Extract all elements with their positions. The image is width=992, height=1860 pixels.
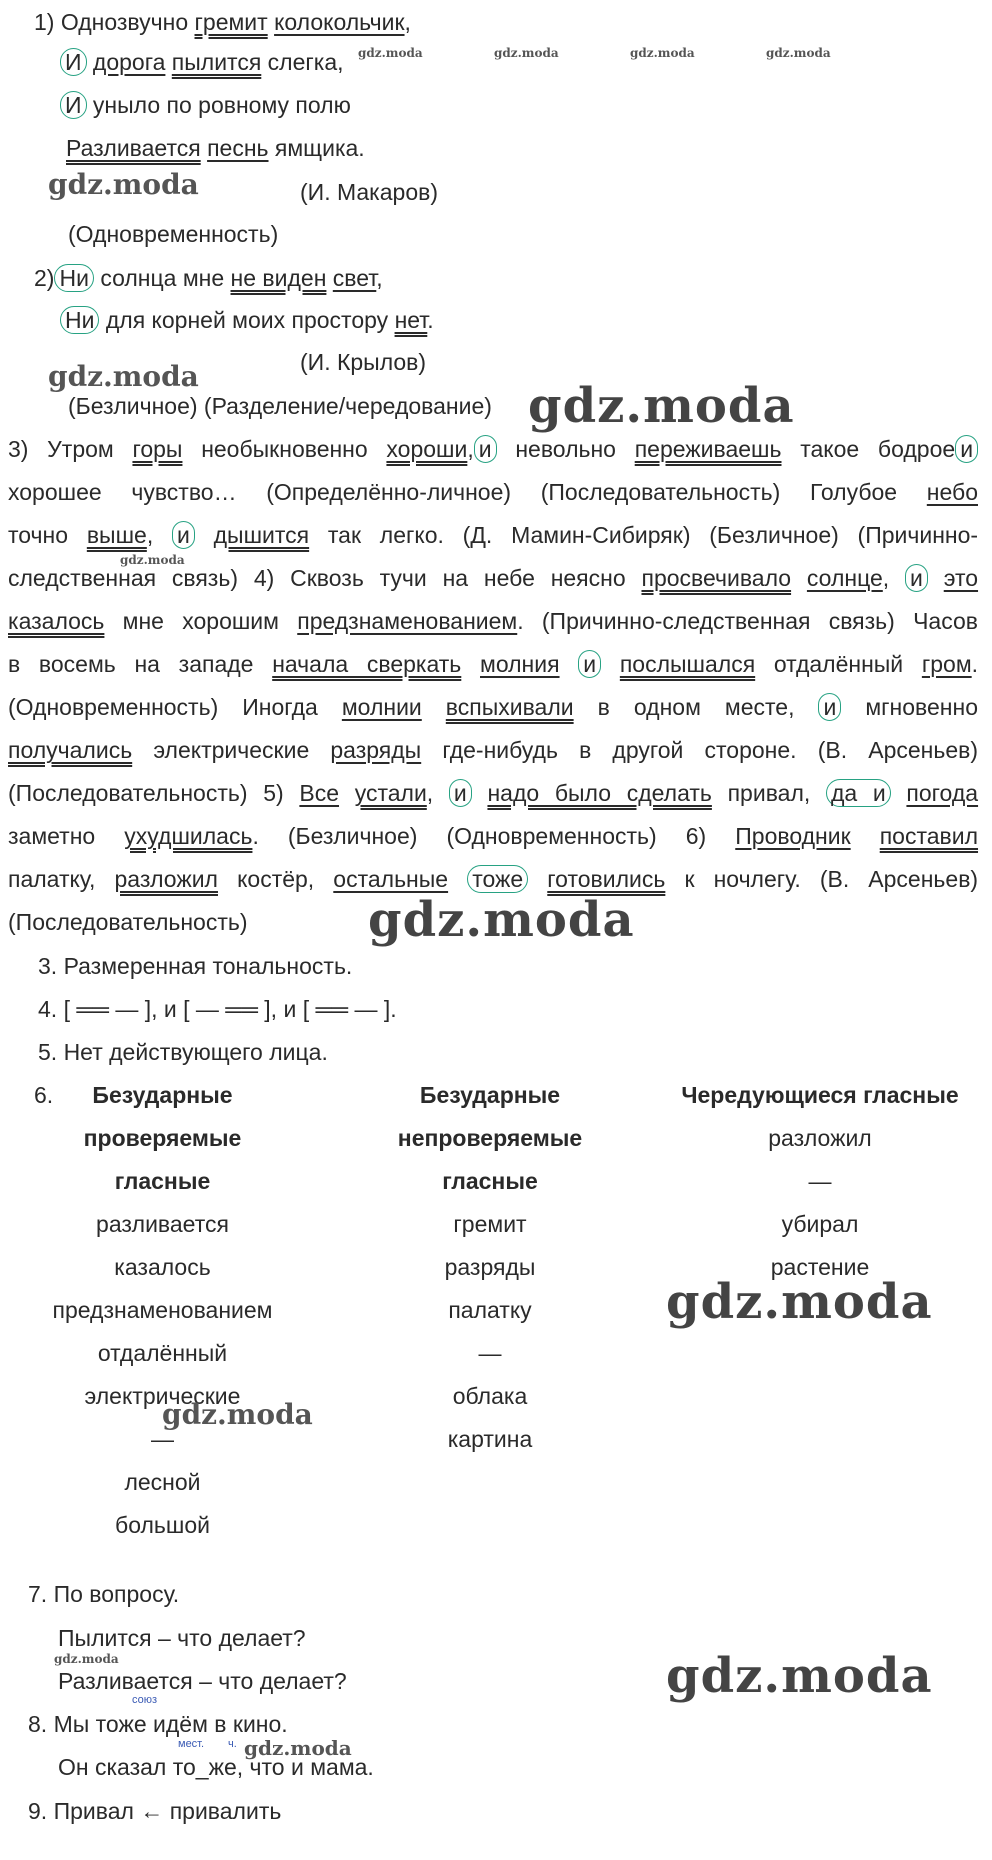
watermark-logo: gdz.moda (48, 168, 199, 201)
watermark-logo: gdz.moda (162, 1398, 313, 1431)
watermark-logo: gdz.moda (766, 46, 831, 60)
col3-item: убирал (781, 1211, 859, 1237)
s2-line1: 2) Ни солнца мне не виден свет, (34, 265, 383, 291)
col2-item: — (478, 1340, 502, 1366)
s1-author: (И. Макаров) (300, 179, 438, 205)
watermark-logo: gdz.moda (666, 1648, 933, 1704)
watermark-logo: gdz.moda (358, 46, 423, 60)
item-5: 5. Нет действующего лица. (38, 1039, 328, 1065)
item-8-note-pron: мест. (178, 1738, 205, 1750)
para-row-9: (Последовательность) 5) Все устали, и надо было сделать привал, да и погода (8, 780, 979, 806)
watermark-logo: gdz.moda (368, 892, 635, 948)
col1-item: предзнаменованием (52, 1297, 273, 1323)
s1-line2: И дорога пылится слегка, (60, 48, 344, 76)
s1-type: (Одновременность) (68, 221, 279, 247)
col2-head-3: гласные (442, 1168, 538, 1194)
item-8-note-conj: союз (132, 1694, 158, 1706)
left-arrow-icon: ← (140, 1798, 164, 1824)
item-8: 8. Мы тоже идём в кино. (28, 1711, 288, 1737)
col1-head-3: гласные (114, 1168, 211, 1194)
col2-item: облака (452, 1383, 528, 1409)
col1-head-1: Безударные (92, 1082, 233, 1108)
col1-item: казалось (114, 1254, 211, 1280)
para-row-1: 3) Утром горы необыкновенно хороши, и невольно переживаешь такое бодрое и (8, 435, 978, 463)
item-6-number: 6. (34, 1082, 54, 1108)
para-row-8: получались электрические разряды где-нибудь в другой стороне. (В. Арсеньев) (8, 737, 979, 763)
watermark-logo: gdz.moda (528, 378, 795, 434)
col1-item: разливается (96, 1211, 229, 1237)
col1-item: отдалённый (97, 1340, 228, 1366)
col1-item: большой (115, 1512, 210, 1538)
para-row-5: казалось мне хорошим предзнаменованием. (Причинно-следственная связь) Часов (8, 608, 978, 634)
item-8-note-part: ч. (228, 1738, 237, 1750)
s1-line4: Разливается песнь ямщика. (66, 135, 365, 161)
col3-item: разложил (768, 1125, 872, 1151)
table-col-unchecked (345, 1081, 635, 1468)
col2-item: картина (447, 1426, 533, 1452)
para-row-4: следственная связь) 4) Сквозь тучи на небе неясно просвечивало солнце, и это (8, 565, 979, 591)
s1-line3: И уныло по ровному полю (60, 91, 351, 119)
watermark-logo: gdz.moda (54, 1652, 119, 1666)
col1-item: лесной (124, 1469, 201, 1495)
col1-item: — (151, 1426, 174, 1452)
para-row-11: палатку, разложил костёр, остальные тоже готовились к ночлегу. (В. Арсеньев) (8, 866, 979, 892)
item-7-b: Разливается – что делает? (58, 1668, 347, 1694)
watermark-logo: gdz.moda (120, 553, 185, 567)
col3-item: растение (770, 1254, 870, 1280)
item-8-b: Он сказал то_же, что и мама. (58, 1754, 374, 1780)
item-4: 4. [ ══ — ], и [ — ══ ], и [ ══ — ]. (38, 996, 397, 1022)
watermark-logo: gdz.moda (666, 1274, 933, 1330)
col1-head-2: проверяемые (83, 1125, 242, 1151)
para-row-2: хорошее чувство… (Определённо-личное) (Последовательность) Голубое небо (8, 479, 978, 505)
table-col-checked (20, 1081, 305, 1554)
para-row-6: в восемь на западе начала сверкать молния и послышался отдалённый гром. (8, 651, 979, 677)
col2-item: палатку (448, 1297, 532, 1323)
para-row-10: заметно ухудшилась. (Безличное) (Одновременность) 6) Проводник поставил (8, 823, 979, 849)
para-row-12: (Последовательность) (8, 909, 248, 935)
col2-head-1: Безударные (419, 1082, 561, 1108)
watermark-logo: gdz.moda (48, 360, 199, 393)
s2-type: (Безличное) (Разделение/чередование) (68, 393, 492, 419)
col1-item: электрические (84, 1383, 241, 1409)
para-row-3: точно выше, и дышится так легко. (Д. Мамин-Сибиряк) (Безличное) (Причинно- (8, 522, 979, 548)
col2-item: гремит (453, 1211, 527, 1237)
item-3: 3. Размеренная тональность. (38, 953, 353, 979)
item-7: 7. По вопросу. (28, 1581, 180, 1607)
s2-author: (И. Крылов) (300, 349, 427, 375)
para-row-7: (Одновременность) Иногда молнии вспыхивали в одном месте, и мгновенно (8, 694, 979, 720)
table-col-alternating (655, 1081, 985, 1296)
s2-line2: Ни для корней моих простору нет. (60, 306, 434, 334)
col3-item: — (808, 1168, 832, 1194)
watermark-logo: gdz.moda (630, 46, 695, 60)
watermark-logo: gdz.moda (494, 46, 559, 60)
col2-item: разряды (444, 1254, 536, 1280)
item-9: 9. Привал ← привалить (28, 1798, 282, 1824)
watermark-logo: gdz.moda (244, 1736, 352, 1760)
col3-head: Чередующиеся гласные (681, 1082, 959, 1108)
col2-head-2: непроверяемые (397, 1125, 583, 1151)
s1-line1: 1) Однозвучно гремит колокольчик, (34, 9, 411, 35)
item-7-a: Пылится – что делает? (58, 1625, 306, 1651)
